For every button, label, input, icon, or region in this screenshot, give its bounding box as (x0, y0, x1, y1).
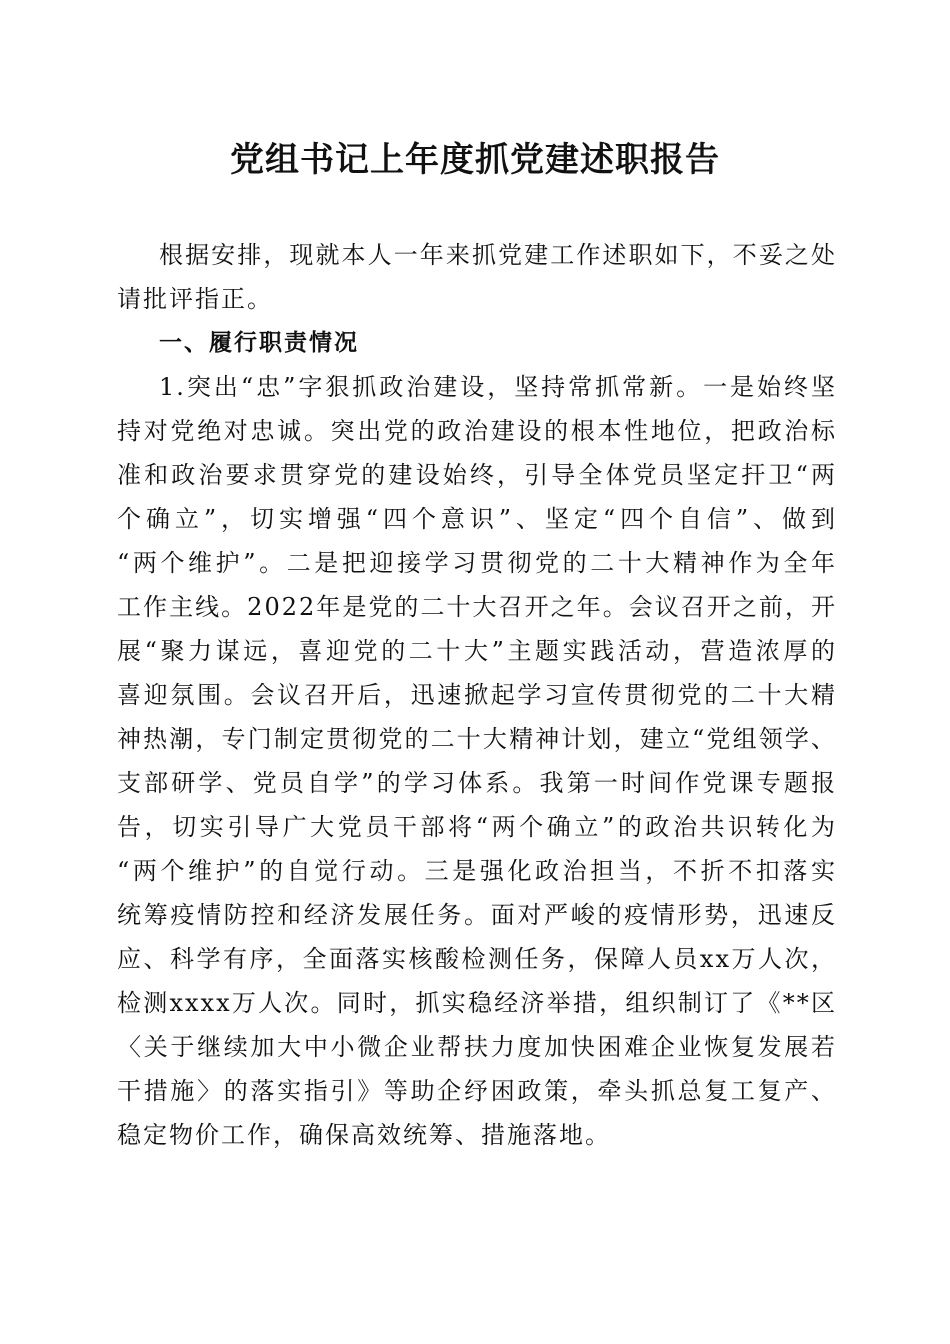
intro-line: 请批评指正。 (117, 285, 273, 313)
intro-line: 根据安排，现就本人一年来抓党建工作述职如下，不妥之处 (159, 241, 837, 269)
document-title: 党组书记上年度抓党建述职报告 (230, 140, 720, 180)
paragraph-line: 支部研学、党员自学”的学习体系。我第一时间作党课专题报 (117, 769, 837, 797)
paragraph-line: 告，切实引导广大党员干部将“两个确立”的政治共识转化为 (117, 813, 837, 841)
paragraph-line: 〈关于继续加大中小微企业帮扶力度加快困难企业恢复发展若 (117, 1033, 837, 1061)
section-heading: 一、履行职责情况 (159, 330, 359, 356)
paragraph-line: “两个维护”。二是把迎接学习贯彻党的二十大精神作为全年 (117, 549, 837, 577)
paragraph-line: 干措施〉的落实指引》等助企纾困政策，牵头抓总复工复产、 (117, 1077, 837, 1105)
paragraph-line: 持对党绝对忠诚。突出党的政治建设的根本性地位，把政治标 (117, 417, 837, 445)
paragraph-line: 工作主线。2022年是党的二十大召开之年。会议召开之前，开 (117, 593, 837, 621)
paragraph-line: 喜迎氛围。会议召开后，迅速掀起学习宣传贯彻党的二十大精 (117, 681, 837, 709)
document-body (117, 233, 837, 1157)
paragraph-line: 神热潮，专门制定贯彻党的二十大精神计划，建立“党组领学、 (117, 725, 837, 753)
paragraph-line: 统筹疫情防控和经济发展任务。面对严峻的疫情形势，迅速反 (117, 901, 837, 929)
paragraph-line: 个确立”，切实增强“四个意识”、坚定“四个自信”、做到 (117, 505, 837, 533)
paragraph-line: 展“聚力谋远，喜迎党的二十大”主题实践活动，营造浓厚的 (117, 637, 837, 665)
paragraph-line: 检测xxxx万人次。同时，抓实稳经济举措，组织制订了《**区 (117, 989, 837, 1017)
paragraph-line: 稳定物价工作，确保高效统筹、措施落地。 (117, 1121, 611, 1149)
paragraph-line: “两个维护”的自觉行动。三是强化政治担当，不折不扣落实 (117, 857, 837, 885)
paragraph-line: 准和政治要求贯穿党的建设始终，引导全体党员坚定扞卫“两 (117, 461, 837, 489)
paragraph-line: 应、科学有序，全面落实核酸检测任务，保障人员xx万人次， (117, 945, 837, 973)
paragraph-line: 1.突出“忠”字狠抓政治建设，坚持常抓常新。一是始终坚 (159, 373, 837, 401)
